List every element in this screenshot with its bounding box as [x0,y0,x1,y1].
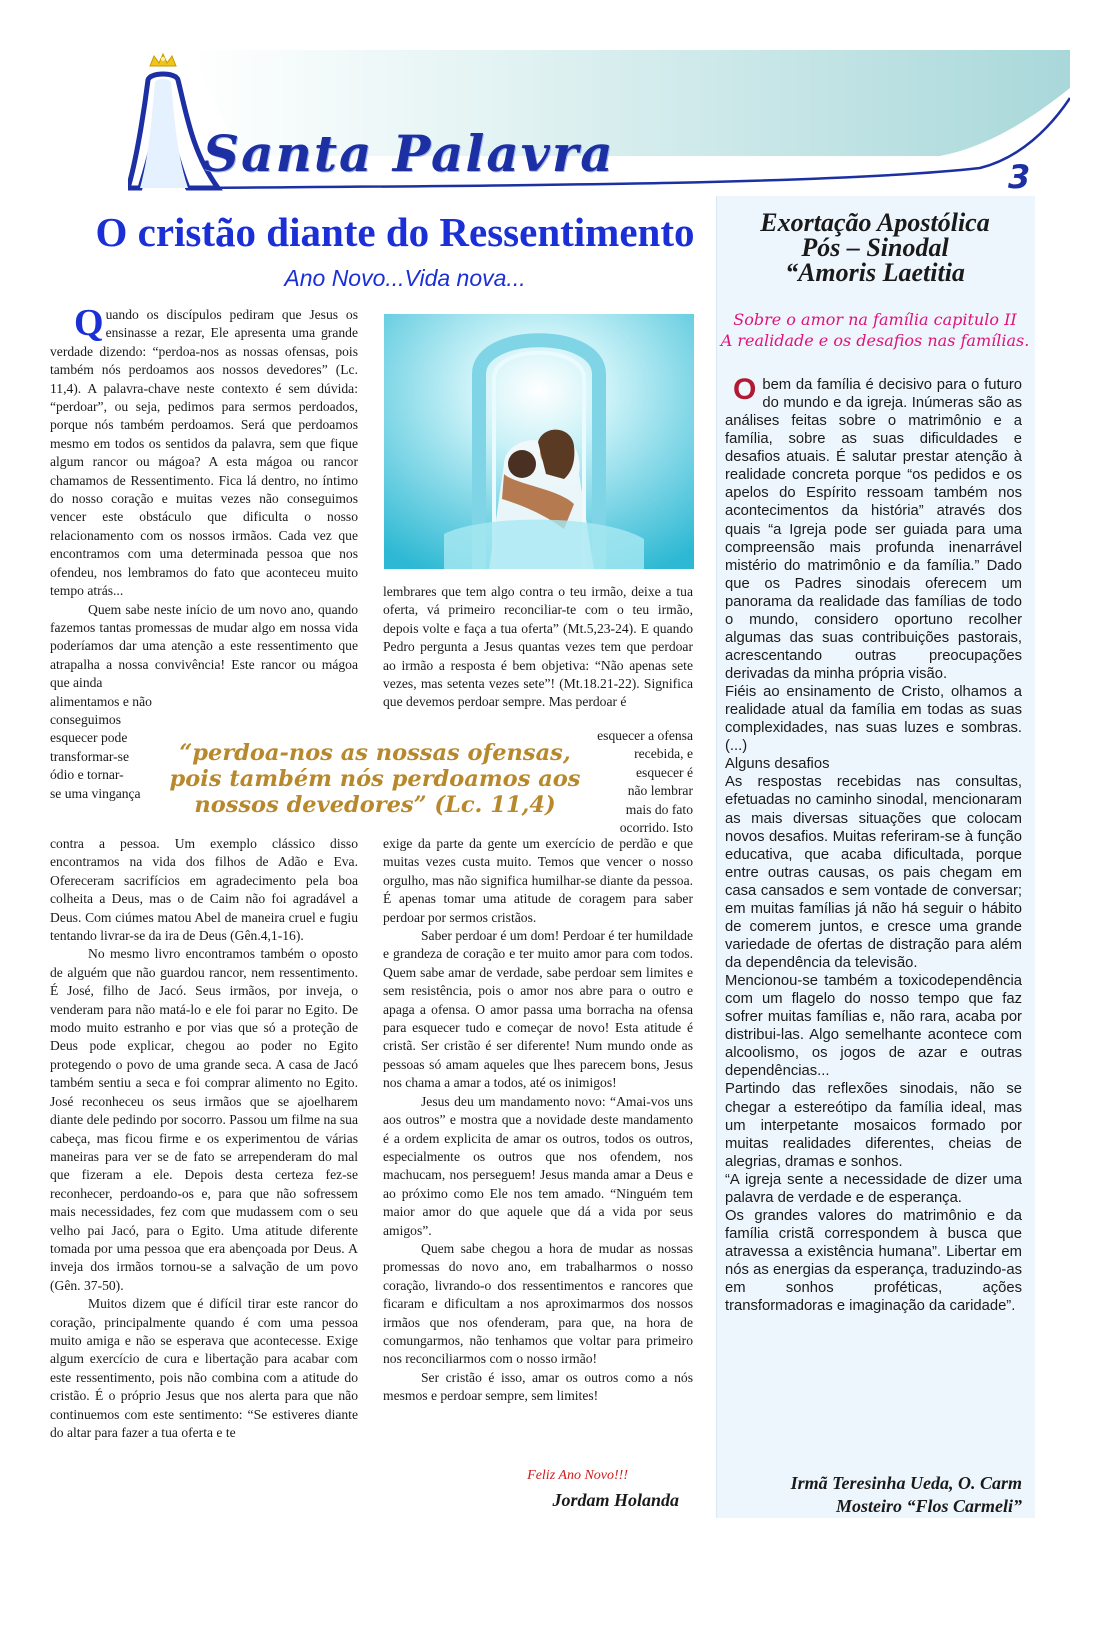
drop-cap: Q [74,302,104,344]
paragraph: Saber perdoar é um dom! Perdoar é ter humildade e grandeza de coração e ter muito amor para com todos. Quem sabe amar de verdade, sabe perdoar sem limites e sem resistência, pois o amor nos abre para o outro e apaga a ofensa. O amor passa uma borracha na ofensa para esquecer tudo e começar de novo! Esta atitude é cristã. Ser cristão é ser diferente! Num mundo onde as pessoas só amam aqueles que lhes parecem bons, Jesus nos chama a amar a todos, até os inimigos! [383,928,693,1091]
drop-cap: O [733,373,757,406]
jesus-embrace-illustration [384,314,694,569]
sidebar-subtitle [716,309,1034,351]
article-author: Jordam Holanda [552,1490,679,1510]
sidebar-body [725,373,1022,1315]
article-column-2 [383,583,693,712]
greeting: Feliz Ano Novo!!! [527,1468,628,1483]
text-line: recebida, e [634,746,693,762]
paragraph: bem da família é decisivo para o futuro do mundo e da igreja. Inúmeras são as análises feitas sobre o matrimônio e a família, sobre as suas dificuldades e desafios atuais. É salutar prestar atenção à realidade concreta porque “os pedidos e os apelos do Espírito ressoam também nos acontecimentos da história” através dos quais “a Igreja pode ser guiada para uma compreensão mais profunda inenarrável mistério do matrimônio e da família.” Dado que os Padres sinodais oferecem um panorama da realidade das famílias de todo o mundo, considero oportuno recolher algumas das suas contribuições pastorais, acrescentando outras preocupações derivadas da minha própria visão. [725,377,1022,682]
text-line: esquecer é [636,764,693,780]
logo-title: Santa Palavra [203,124,615,183]
paragraph: Mencionou-se também a toxicodependência com um flagelo do nosso tempo que faz sofrer muitas famílias e, não rara, acaba por distribui-las. Algo semelhante acontece com alcoolismo, os jogos de azar e outras dependências... [725,973,1022,1080]
paragraph: Fiéis ao ensinamento de Cristo, olhamos a realidade atual da família em todas as suas complexidades, nas suas luzes e sombras. (...) [725,684,1022,755]
text-line: ódio e tornar- [50,767,124,783]
article-title: O cristão diante do Ressentimento [95,209,695,255]
article-column-1 [50,302,358,803]
paragraph: Partindo das reflexões sinodais, não se chegar a estereótipo da família ideal, mas um interpetante mosaicos formado por muitas realidades diferentes, cheias de alegrias, dramas e sonhos. [725,1081,1022,1170]
text-line: não lembrar [627,783,693,799]
article-column-2-continued [383,835,693,1406]
paragraph: contra a pessoa. Um exemplo clássico disso encontramos na vida dos filhos de Adão e Eva. Ofereceram sacrifícios em agradecimento pela boa colheita a Deus, mas o de Caim não foi agradável a Deus. Com ciúmes matou Abel de maneira cruel e fugiu tentando livrar-se da ira de Deus (Gên.4,1-16). [50,836,358,944]
text-line: ocorrido. Isto [619,820,693,836]
pull-quote: “perdoa-nos as nossas ofensas, pois também nós perdoamos aos nossos devedores” (Lc. 11,4) [169,740,581,818]
paragraph: lembrares que tem algo contra o teu irmão, deixe a tua oferta, vá primeiro reconciliar-te com o teu irmão, depois volte e faça a tua oferta” (Mt.5,23-24). E quando Pedro pergunta a Jesus quantas vezes tem que perdoar ao irmão a resposta é bem objetiva: “Não apenas sete vezes, mas setenta vezes sete”! (Mt.18.21-22). Significa que devemos perdoar sempre. Mas perdoar é [383,584,693,710]
text-line: esquecer a ofensa [597,728,693,743]
paragraph: No mesmo livro encontramos também o oposto de alguém que não guardou rancor, nem ressentimento. É José, filho de Jacó. Seus irmãos, por inveja, o venderam para não matá-lo e ele foi parar no Egito. De modo muito estranho e por vias que só a proteção de Deus pode explicar, chegou ao poder no Egito protegendo o povo de uma grande seca. A casa de Jacó também sentiu a seca e foi comprar alimento no Egito. José reconheceu os seus irmãos que se ajoelharem diante dele pedindo por socorro. Passou um filme na sua cabeça, mas ficou firme e os experimentou de várias maneiras para ver se de fato se arrependeram do mal que fizeram a ele. Depois desta certeza fez-se reconhecer, perdoando-os e, para que não sofressem mais necessidades, fez com que mudassem com o seu velho pai Jacó, para o Egito. Uma atitude diferente tomada por uma pessoa que era abençoada por Deus. A inveja dos irmãos tornou-se a salvação de um povo (Gên. 37-50). [50,946,358,1293]
paragraph: uando os discípulos pediram que Jesus os ensinasse a rezar, Ele apresenta uma grande verdade dizendo: “perdoa-nos as nossas ofensas, pois também nós perdoamos aos nossos devedores” (Lc. 11,4). A palavra-chave neste contexto é sem dúvida: “perdoar”, ou seja, pedimos para sermos perdoados, porque nós também perdoamos. Será que perdoamos mesmo em todos os sentidos da palavra, sem que fique algum rancor ou mágoa? A esta mágoa ou rancor chamamos de Ressentimento. Fica lá dentro, no íntimo do nosso coração e muitas vezes não conseguimos vencer este obstáculo que dificulta o nosso relacionamento com os nossos irmãos. Cada vez que encontramos com uma determinada pessoa que nos ofendeu, nos lembramos do fato que aconteceu muito tempo atrás... [50,307,358,599]
paragraph: As respostas recebidas nas consultas, efetuadas no caminho sinodal, mencionaram as mais diversas situações que colocam novos desafios. Muitas referiram-se à função educativa, que acaba dificultada, porque entre outras causas, os pais chegam em casa cansados e sem vontade de conversar; em muitas famílias já não há seguir o hábito de comerem juntos, e cresce uma grande variedade de ofertas de distração para além da dependência da televisão. [725,774,1022,971]
sidebar-title-line: Exortação Apostólica [760,208,990,237]
paragraph: Os grandes valores do matrimônio e da família cristã correspondem à busca que atravessa a existência humana”. Libertar em nós as energias da esperança, traduzindo-as em sonhos proféticas, ações transformadoras e imaginação da caridade”. [725,1207,1022,1315]
paragraph: “A igreja sente a necessidade de dizer uma palavra de verdade e de esperança. [725,1171,1022,1206]
paragraph: Alguns desafios [725,756,830,773]
paragraph: exige da parte da gente um exercício de perdão e que muitas vezes custa muito. Temos que vencer o nosso orgulho, mas não significa humilhar-se diante da pessoa. É apenas tomar uma atitude de coragem para saber perdoar por sermos cristãos. [383,836,693,925]
sidebar-title-line: “Amoris Laetitia [785,258,965,287]
sidebar-signature-place: Mosteiro “Flos Carmeli” [835,1496,1022,1516]
text-line: mais do fato [625,801,693,817]
paragraph: Muitos dizem que é difícil tirar este rancor do coração, principalmente quando é com uma pessoa muito amiga e não se esperava que acontecesse. Exige algum exercício de cura e libertação para acabar com este ressentimento, pois não combina com a atitude do cristão. É o próprio Jesus que nos alerta para que não continuemos com este sentimento: “Se estiveres diante do altar para fazer a tua oferta e te [50,1296,358,1440]
sidebar-signature-name: Irmã Teresinha Ueda, O. Carm [790,1473,1022,1493]
sidebar-subtitle-line: Sobre o amor na família capitulo II [733,310,1017,329]
sidebar-title-line: Pós – Sinodal [801,233,949,262]
sidebar-subtitle-line: A realidade e os desafios nas famílias. [720,331,1030,350]
paragraph: Ser cristão é isso, amar os outros como a nós mesmos e perdoar sempre, sem limites! [383,1369,693,1404]
text-line: alimentamos e não [50,693,152,709]
article-subtitle: Ano Novo...Vida nova... [284,265,526,291]
sidebar-title [716,210,1034,285]
paragraph: Jesus deu um mandamento novo: “Amai-vos uns aos outros” e mostra que a novidade deste mandamento é a ordem explicita de amar os outros, todos os outros, especialmente os outros que nos ofendem, nos machucam, nos perseguem! Jesus manda amar a Deus e ao próximo como Ele nos tem amado. “Ninguém tem maior amor do que aquele que dá a vida por seus amigos”. [383,1093,693,1238]
article-column-1-continued [50,835,358,1442]
text-line: se uma vingança [50,785,141,801]
text-line: esquecer pode [50,730,128,746]
text-line: conseguimos [50,711,121,727]
page-number: 3 [1008,158,1031,196]
text-line: transformar-se [50,748,129,764]
article-column-2-narrow [578,727,693,837]
paragraph: Quem sabe neste início de um novo ano, quando fazemos tantas promessas de mudar algo em nossa vida poderíamos dar uma atenção a este ressentimento que atrapalha a nossa convivência! Este rancor ou mágoa que ainda [50,601,358,691]
paragraph: Quem sabe chegou a hora de mudar as nossas promessas do novo ano, em trabalharmos o nosso coração, livrando-o dos ressentimentos e rancores que ficaram e dificultam a nos aproximarmos dos nossos irmãos que nos ofenderam, para que, na hora de comungarmos, não tenhamos que voltar para primeiro nos reconciliarmos com o nosso irmão! [383,1240,693,1367]
